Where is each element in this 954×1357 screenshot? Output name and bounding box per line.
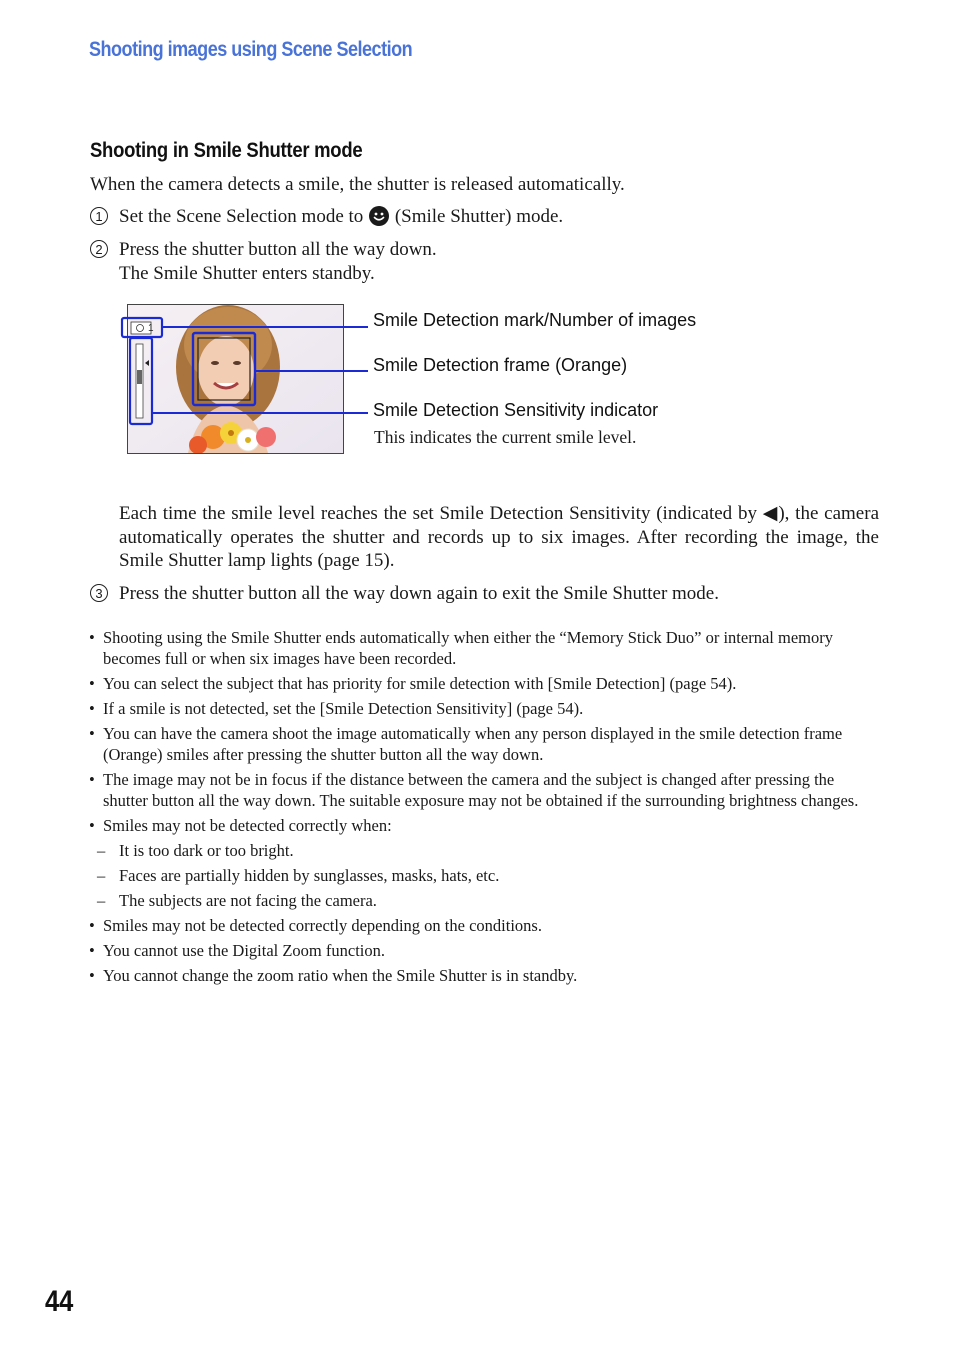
note-item: [89, 965, 879, 986]
note-item: [89, 698, 879, 719]
bullet-marker: •: [89, 628, 95, 647]
note-subitem: [89, 865, 879, 886]
step-3-number: 3: [90, 584, 108, 602]
bullet-marker: •: [89, 770, 95, 789]
dash-marker: –: [97, 866, 106, 885]
step-1-number: 1: [90, 207, 108, 225]
step-1-text: [119, 205, 563, 228]
screen-image-counter: 1: [148, 323, 154, 334]
note-text: Faces are partially hidden by sunglasses, masks, hats, etc.: [119, 866, 500, 885]
step-3-text: Press the shutter button all the way down again to exit the Smile Shutter mode.: [119, 583, 719, 604]
notes-list: [89, 627, 879, 990]
bullet-marker: •: [89, 724, 95, 743]
note-text: If a smile is not detected, set the [Smile Detection Sensitivity] (page 54).: [103, 699, 584, 718]
bullet-marker: •: [89, 699, 95, 718]
note-text: Smiles may not be detected correctly depending on the conditions.: [103, 916, 542, 935]
note-text: The image may not be in focus if the distance between the camera and the subject is changed after pressing the shutter button all the way down. The suitable exposure may not be obtained if the surrounding brightness changes.: [103, 770, 859, 810]
bullet-marker: •: [89, 941, 95, 960]
page-number: 44: [45, 1285, 74, 1318]
note-item: [89, 627, 879, 669]
note-text: You can have the camera shoot the image automatically when any person displayed in the smile detection frame (Orange) smiles after pressing the shutter button all the way down.: [103, 724, 843, 764]
explanation-paragraph: Each time the smile level reaches the set Smile Detection Sensitivity (indicated by ◀), the camera automatically operates the shutter and records up to six images. After recording the image, the Smile Shutter lamp lights (page 15).: [119, 503, 879, 571]
step-1-text-after: (Smile Shutter) mode.: [394, 206, 564, 227]
callout-smile-detection-mark: Smile Detection mark/Number of images: [373, 310, 697, 330]
note-subitem: [89, 840, 879, 861]
callout-sensitivity-description: This indicates the current smile level.: [374, 427, 637, 447]
step-2-line-1: Press the shutter button all the way down.: [119, 239, 437, 260]
note-item: [89, 915, 879, 936]
callout-sensitivity-indicator: Smile Detection Sensitivity indicator: [373, 400, 659, 420]
bullet-marker: •: [89, 966, 95, 985]
smile-icon: [369, 206, 389, 226]
bullet-marker: •: [89, 816, 95, 835]
note-text: You cannot change the zoom ratio when the Smile Shutter is in standby.: [103, 966, 578, 985]
step-1-text-before: Set the Scene Selection mode to: [119, 206, 364, 227]
dash-marker: –: [97, 841, 106, 860]
step-2-number: 2: [90, 240, 108, 258]
intro-text: When the camera detects a smile, the shutter is released automatically.: [90, 174, 625, 195]
note-item: [89, 723, 879, 765]
note-item: [89, 815, 879, 836]
bullet-marker: •: [89, 674, 95, 693]
note-item: [89, 673, 879, 694]
note-text: You cannot use the Digital Zoom function.: [103, 941, 385, 960]
note-subitem: [89, 890, 879, 911]
running-head: Shooting images using Scene Selection: [89, 38, 413, 61]
bullet-marker: •: [89, 916, 95, 935]
note-text: You can select the subject that has priority for smile detection with [Smile Detection] (page 54).: [103, 674, 737, 693]
note-text: Smiles may not be detected correctly when:: [103, 816, 392, 835]
callout-diagram: [118, 300, 378, 460]
note-item: [89, 769, 879, 811]
section-heading: Shooting in Smile Shutter mode: [90, 139, 363, 162]
callout-smile-detection-frame: Smile Detection frame (Orange): [373, 355, 628, 375]
note-text: It is too dark or too bright.: [119, 841, 294, 860]
dash-marker: –: [97, 891, 106, 910]
note-item: [89, 940, 879, 961]
step-2-line-2: The Smile Shutter enters standby.: [119, 263, 375, 284]
note-text: The subjects are not facing the camera.: [119, 891, 377, 910]
note-text: Shooting using the Smile Shutter ends automatically when either the “Memory Stick Duo” or internal memory becomes full or when six images have been recorded.: [103, 628, 833, 668]
